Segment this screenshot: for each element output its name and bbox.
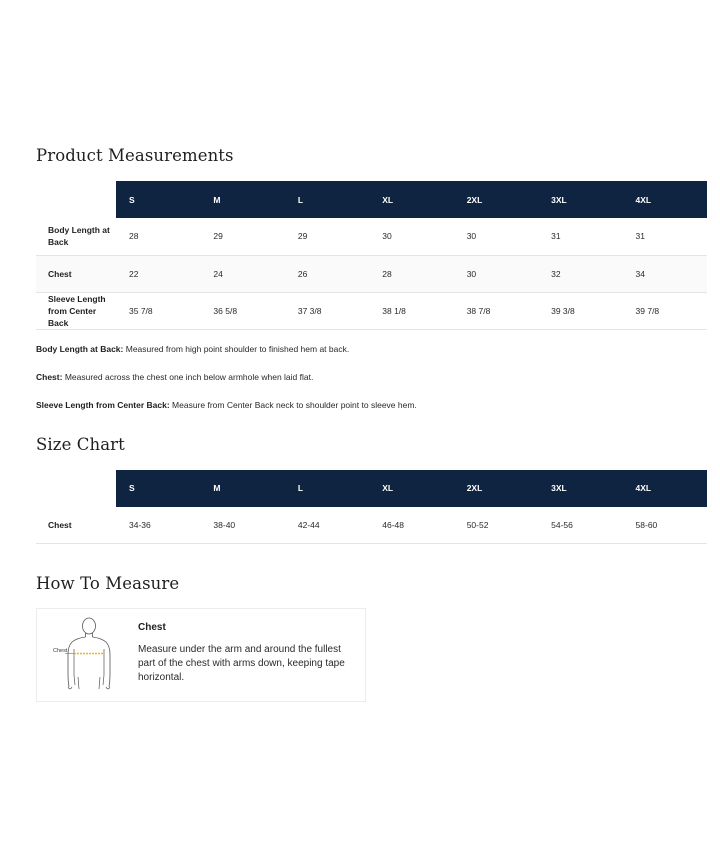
table-cell: 37 3/8 <box>285 292 369 329</box>
table-row <box>36 218 707 255</box>
size-chart-title: Size Chart <box>36 434 125 454</box>
size-header <box>116 181 200 218</box>
table-cell: 50-52 <box>454 507 538 544</box>
size-label: L <box>297 194 304 205</box>
size-header <box>285 470 369 507</box>
note-body-length <box>36 344 707 354</box>
row-label: Sleeve Length from Center Back <box>36 292 116 329</box>
note-chest <box>36 372 707 382</box>
size-header <box>623 470 707 507</box>
size-label: 2XL <box>466 483 483 493</box>
how-to-measure-title: How To Measure <box>36 574 180 593</box>
note-text: Measure from Center Back neck to shoulder point to sleeve hem. <box>169 399 417 410</box>
table-cell: 54-56 <box>538 507 622 544</box>
size-header <box>200 470 284 507</box>
table-cell: 30 <box>454 218 538 255</box>
note-text: Measured from high point shoulder to finished hem at back. <box>123 343 350 354</box>
size-header <box>538 181 622 218</box>
note-term: Body Length at Back: <box>36 343 124 354</box>
table-cell: 38 1/8 <box>369 292 453 329</box>
table-cell: 35 7/8 <box>116 292 200 329</box>
product-measurements-table <box>36 181 707 330</box>
note-sleeve-length <box>36 400 707 410</box>
size-label: M <box>213 483 221 493</box>
size-label: 3XL <box>551 483 567 493</box>
note-term: Sleeve Length from Center Back: <box>36 399 170 410</box>
table-cell: 34 <box>623 255 707 292</box>
card-title: Chest <box>138 622 166 633</box>
table-cell: 31 <box>623 218 707 255</box>
card-description: Measure under the arm and around the fullest part of the chest with arms down, keeping tape horizontal. <box>138 644 345 683</box>
table-cell: 46-48 <box>369 507 453 544</box>
table-cell: 34-36 <box>116 507 200 544</box>
measurement-notes <box>36 344 707 410</box>
table-header-row <box>36 470 707 507</box>
size-header <box>623 181 707 218</box>
row-label: Body Length at Back <box>36 218 116 255</box>
torso-figure-icon <box>47 615 129 695</box>
row-label: Chest <box>36 507 116 544</box>
table-cell: 39 7/8 <box>623 292 707 329</box>
table-cell: 36 5/8 <box>200 292 284 329</box>
size-guide <box>36 146 707 702</box>
table-cell: 31 <box>538 218 622 255</box>
figure-chest-label: Chest <box>53 648 68 654</box>
table-cell: 32 <box>538 255 622 292</box>
size-label: M <box>213 194 221 205</box>
size-header <box>538 470 622 507</box>
size-label: L <box>297 483 304 493</box>
table-cell: 30 <box>454 255 538 292</box>
table-cell: 26 <box>285 255 369 292</box>
size-label: 4XL <box>635 194 652 205</box>
table-cell: 30 <box>369 218 453 255</box>
table-header-row <box>36 181 707 218</box>
note-text: Measured across the chest one inch below armhole when laid flat. <box>62 371 314 382</box>
size-label: S <box>129 483 135 493</box>
table-cell: 38 7/8 <box>454 292 538 329</box>
size-header <box>369 181 453 218</box>
note-term: Chest: <box>36 371 63 382</box>
table-cell: 24 <box>200 255 284 292</box>
table-cell: 58-60 <box>623 507 707 544</box>
size-label: 4XL <box>635 483 652 493</box>
table-cell: 29 <box>285 218 369 255</box>
size-label: 3XL <box>551 194 567 205</box>
size-header <box>116 470 200 507</box>
table-cell: 42-44 <box>285 507 369 544</box>
table-cell: 29 <box>200 218 284 255</box>
size-label: 2XL <box>466 194 483 205</box>
table-row <box>36 507 707 544</box>
table-cell: 28 <box>116 218 200 255</box>
table-cell: 22 <box>116 255 200 292</box>
size-header <box>454 181 538 218</box>
row-label: Chest <box>36 255 116 292</box>
table-cell: 39 3/8 <box>538 292 622 329</box>
size-label: S <box>129 194 135 205</box>
size-header <box>369 470 453 507</box>
table-header-empty <box>36 470 116 507</box>
chest-measure-card <box>36 608 366 702</box>
size-header <box>454 470 538 507</box>
size-label: XL <box>382 483 394 493</box>
table-header-empty <box>36 181 116 218</box>
size-label: XL <box>382 194 394 205</box>
size-header <box>285 181 369 218</box>
table-row <box>36 255 707 292</box>
product-measurements-title: Product Measurements <box>36 146 234 165</box>
table-row <box>36 292 707 329</box>
size-chart-table <box>36 470 707 545</box>
size-header <box>200 181 284 218</box>
table-cell: 38-40 <box>200 507 284 544</box>
table-cell: 28 <box>369 255 453 292</box>
